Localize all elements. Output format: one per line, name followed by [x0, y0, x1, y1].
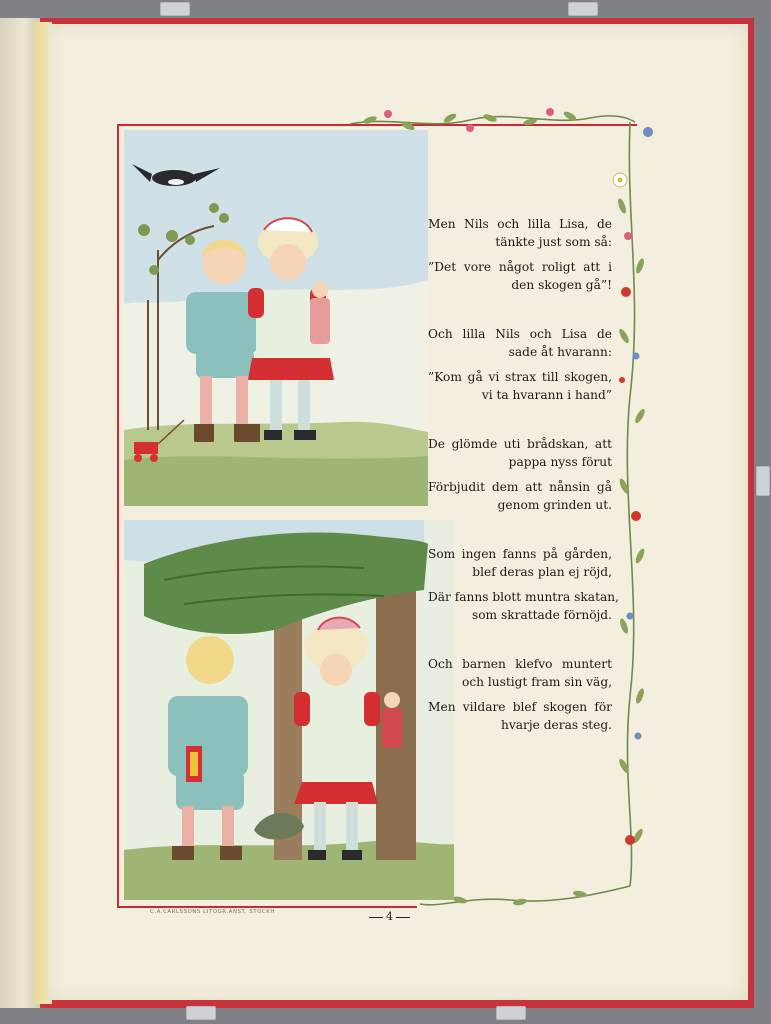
couplet: [428, 589, 619, 624]
scan-clip-bottom-right: [496, 1006, 526, 1020]
page-number: 4: [386, 910, 393, 923]
page-number-dash-right: [396, 917, 410, 918]
couplet: [428, 479, 612, 514]
scan-clip-bottom-left: [186, 1006, 216, 1020]
verse-line: den skogen gå”!: [511, 277, 612, 292]
verse-line: blef deras plan ej röjd,: [472, 564, 612, 579]
verse-line: hvarje deras steg.: [501, 717, 612, 732]
scan-clip-right: [756, 466, 770, 496]
frame-line-left: [117, 124, 119, 908]
verse-line: Och barnen klefvo muntert: [428, 657, 612, 671]
stanza: [428, 216, 612, 294]
couplet: [428, 546, 612, 581]
illustration-children-in-garden: [124, 130, 428, 506]
verse-line: Men vildare blef skogen för: [428, 700, 612, 714]
verse-line: genom grinden ut.: [497, 497, 612, 512]
poem-text: [428, 216, 619, 742]
stanza: [428, 436, 612, 514]
verse-line: vi ta hvarann i hand”: [481, 387, 612, 402]
verse-line: tänkte just som så:: [495, 234, 612, 249]
verse-line: Och lilla Nils och Lisa de: [428, 327, 612, 341]
verse-line: som skrattade förnöjd.: [471, 607, 612, 622]
stanza: [428, 656, 612, 734]
stanza: [428, 546, 619, 624]
couplet: [428, 656, 612, 691]
scan-clip-top-left: [160, 2, 190, 16]
couplet: [428, 326, 612, 361]
verse-line: Men Nils och lilla Lisa, de: [428, 217, 612, 231]
illustration-children-entering-forest: [124, 520, 454, 900]
verse-line: sade åt hvarann:: [508, 344, 612, 359]
couplet: [428, 369, 612, 404]
scan-clip-top-right: [568, 2, 598, 16]
page-number-row: [366, 910, 413, 923]
verse-line: Förbjudit dem att nånsin gå: [428, 480, 612, 494]
couplet: [428, 216, 612, 251]
verse-line: De glömde uti brådskan, att: [428, 437, 612, 451]
couplet: [428, 259, 612, 294]
verse-line: och lustigt fram sin väg,: [462, 674, 612, 689]
verse-line: pappa nyss förut: [508, 454, 612, 469]
verse-line: ”Kom gå vi strax till skogen,: [428, 370, 612, 384]
verse-line: Som ingen fanns på gården,: [428, 547, 612, 561]
stanza: [428, 326, 612, 404]
verse-line: ”Det vore något roligt att i: [428, 260, 612, 274]
couplet: [428, 699, 612, 734]
page-number-dash-left: [369, 917, 383, 918]
verse-line: Där fanns blott muntra skatan,: [428, 590, 619, 604]
couplet: [428, 436, 612, 471]
printer-credit: C.A.CARLSSONS LITOGR.ANST. STOCKH: [150, 909, 276, 915]
